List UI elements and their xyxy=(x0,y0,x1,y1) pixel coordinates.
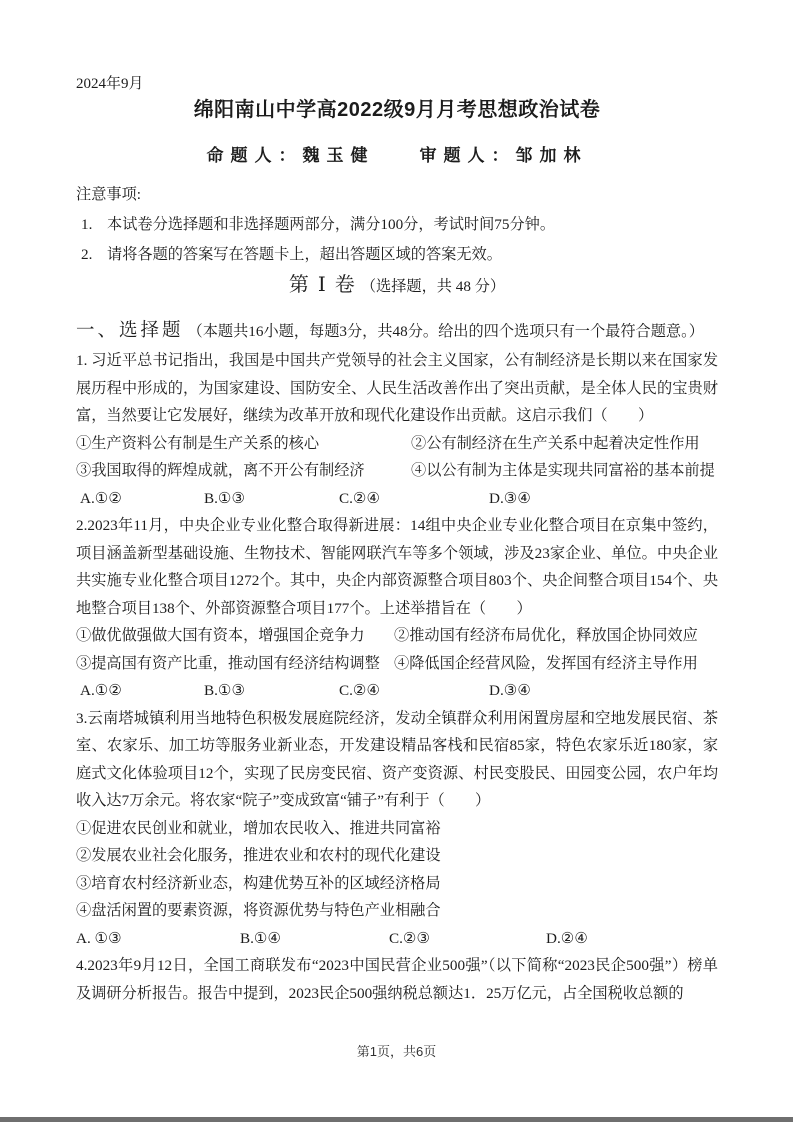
part-title: 一、选择题 xyxy=(76,321,184,341)
option-item: ②发展农业社会化服务，推进农业和农村的现代化建设 xyxy=(76,847,441,864)
question-stem: 3.云南塔城镇利用当地特色积极发展庭院经济，发动全镇群众利用闲置房屋和空地发展民宿、茶室、农家乐、加工坊等服务业新业态，开发建设精品客栈和民宿85家，特色农家乐近180家，家庭式文化体验项目12个，实现了民房变民宿、资产变资源、村民变股民、田园变公园，农户年均收入达7万余元。将农家“院子”变成致富“铺子”有利于（ ） xyxy=(76,709,718,809)
option-item: ④以公有制为主体是实现共同富裕的基本前提 xyxy=(411,462,715,479)
answer-choice: D.③④ xyxy=(489,682,531,699)
notice-item xyxy=(76,245,718,264)
option-item: ①生产资料公有制是生产关系的核心 xyxy=(76,434,319,452)
option-row xyxy=(76,815,718,843)
questions-list xyxy=(76,347,718,1007)
answer-choice: D.②④ xyxy=(546,929,588,947)
option-row xyxy=(76,622,718,650)
option-row xyxy=(76,650,718,678)
option-item: ③培育农村经济新业态，构建优势互补的区域经济格局 xyxy=(76,874,441,892)
question-reviewer: 审题人：邹加林 xyxy=(419,146,588,165)
answer-choice: B.①③ xyxy=(204,682,246,699)
question-stem: 4.2023年9月12日，全国工商联发布“2023中国民营企业500强”（以下简称“2023民企500强”）榜单及调研分析报告。报告中提到，2023民企500强纳税总额达1．25万亿元，占全国税收总额的 xyxy=(76,957,718,1002)
question-block xyxy=(76,952,718,1007)
answer-choice: A. ①③ xyxy=(76,929,122,947)
option-item: ①做优做强做大国有资本，增强国企竞争力 xyxy=(76,627,365,644)
question-setter: 命题人：魏玉健 xyxy=(206,146,375,165)
answer-choice: C.②③ xyxy=(389,929,431,947)
section-title: 第 Ⅰ 卷 xyxy=(288,274,357,296)
part-heading xyxy=(76,319,718,344)
option-row xyxy=(76,870,718,898)
answer-choice: A.①② xyxy=(80,682,122,699)
page-title: 绵阳南山中学高2022级9月月考思想政治试卷 xyxy=(193,99,601,121)
page-number-label: 第1页，共6页 xyxy=(356,1044,437,1059)
part-note: （本题共16小题，每题3分，共48分。给出的四个选项只有一个最符合题意。） xyxy=(187,323,704,340)
option-row xyxy=(76,457,718,485)
option-item: ②公有制经济在生产关系中起着决定性作用 xyxy=(411,434,700,452)
section-heading xyxy=(76,272,718,300)
answer-choice: A.①② xyxy=(80,489,122,507)
option-row xyxy=(76,897,718,925)
option-item: ④降低国企经营风险，发挥国有经济主导作用 xyxy=(394,654,698,672)
notice-item-text: 本试卷分选择题和非选择题两部分，满分100分，考试时间75分钟。 xyxy=(107,216,556,233)
option-item: ②推动国有经济布局优化，释放国企协同效应 xyxy=(394,627,698,644)
notice-item-number: 2. xyxy=(81,246,93,263)
answer-choices-row xyxy=(76,485,718,513)
section-subtitle: （选择题，共 48 分） xyxy=(360,278,506,295)
notice-heading: 注意事项: xyxy=(76,186,141,203)
answer-choice: D.③④ xyxy=(489,489,531,507)
authors-line xyxy=(76,145,718,167)
notice-item xyxy=(76,215,718,234)
exam-date: 2024年9月 xyxy=(76,76,144,92)
option-item: ①促进农民创业和就业，增加农民收入、推进共同富裕 xyxy=(76,819,441,837)
option-item: ④盘活闲置的要素资源，将资源优势与特色产业相融合 xyxy=(76,902,441,919)
question-block xyxy=(76,347,718,512)
question-block xyxy=(76,705,718,953)
question-stem: 1. 习近平总书记指出，我国是中国共产党领导的社会主义国家，公有制经济是长期以来在国家发展历程中形成的，为国家建设、国防安全、人民生活改善作出了突出贡献，是全体人民的宝贵财富，当然要让它发展好，继续为改革开放和现代化建设作出贡献。这启示我们（ ） xyxy=(76,352,718,424)
option-row xyxy=(76,430,718,458)
option-row xyxy=(76,842,718,870)
question-stem: 2.2023年11月，中央企业专业化整合取得新进展：14组中央企业专业化整合项目在京集中签约，项目涵盖新型基础设施、生物技术、智能网联汽车等多个领域，涉及23家企业、单位。中央企业共实施专业化整合项目1272个。其中，央企内部资源整合项目803个、央企间整合项目154个、央地整合项目138个、外部资源整合项目177个。上述举措旨在（ ） xyxy=(76,517,718,617)
answer-choice: B.①③ xyxy=(204,489,246,507)
option-item: ③我国取得的辉煌成就，离不开公有制经济 xyxy=(76,462,365,479)
option-item: ③提高国有资产比重，推动国有经济结构调整 xyxy=(76,654,380,672)
answer-choice: B.①④ xyxy=(240,929,282,947)
notice-item-text: 请将各题的答案写在答题卡上，超出答题区域的答案无效。 xyxy=(107,246,502,263)
answer-choice: C.②④ xyxy=(339,489,381,507)
bottom-divider-bar xyxy=(0,1117,793,1122)
answer-choices-row xyxy=(76,677,718,705)
question-block xyxy=(76,512,718,705)
answer-choice: C.②④ xyxy=(339,682,381,699)
notice-item-number: 1. xyxy=(81,216,93,233)
answer-choices-row xyxy=(76,925,718,953)
